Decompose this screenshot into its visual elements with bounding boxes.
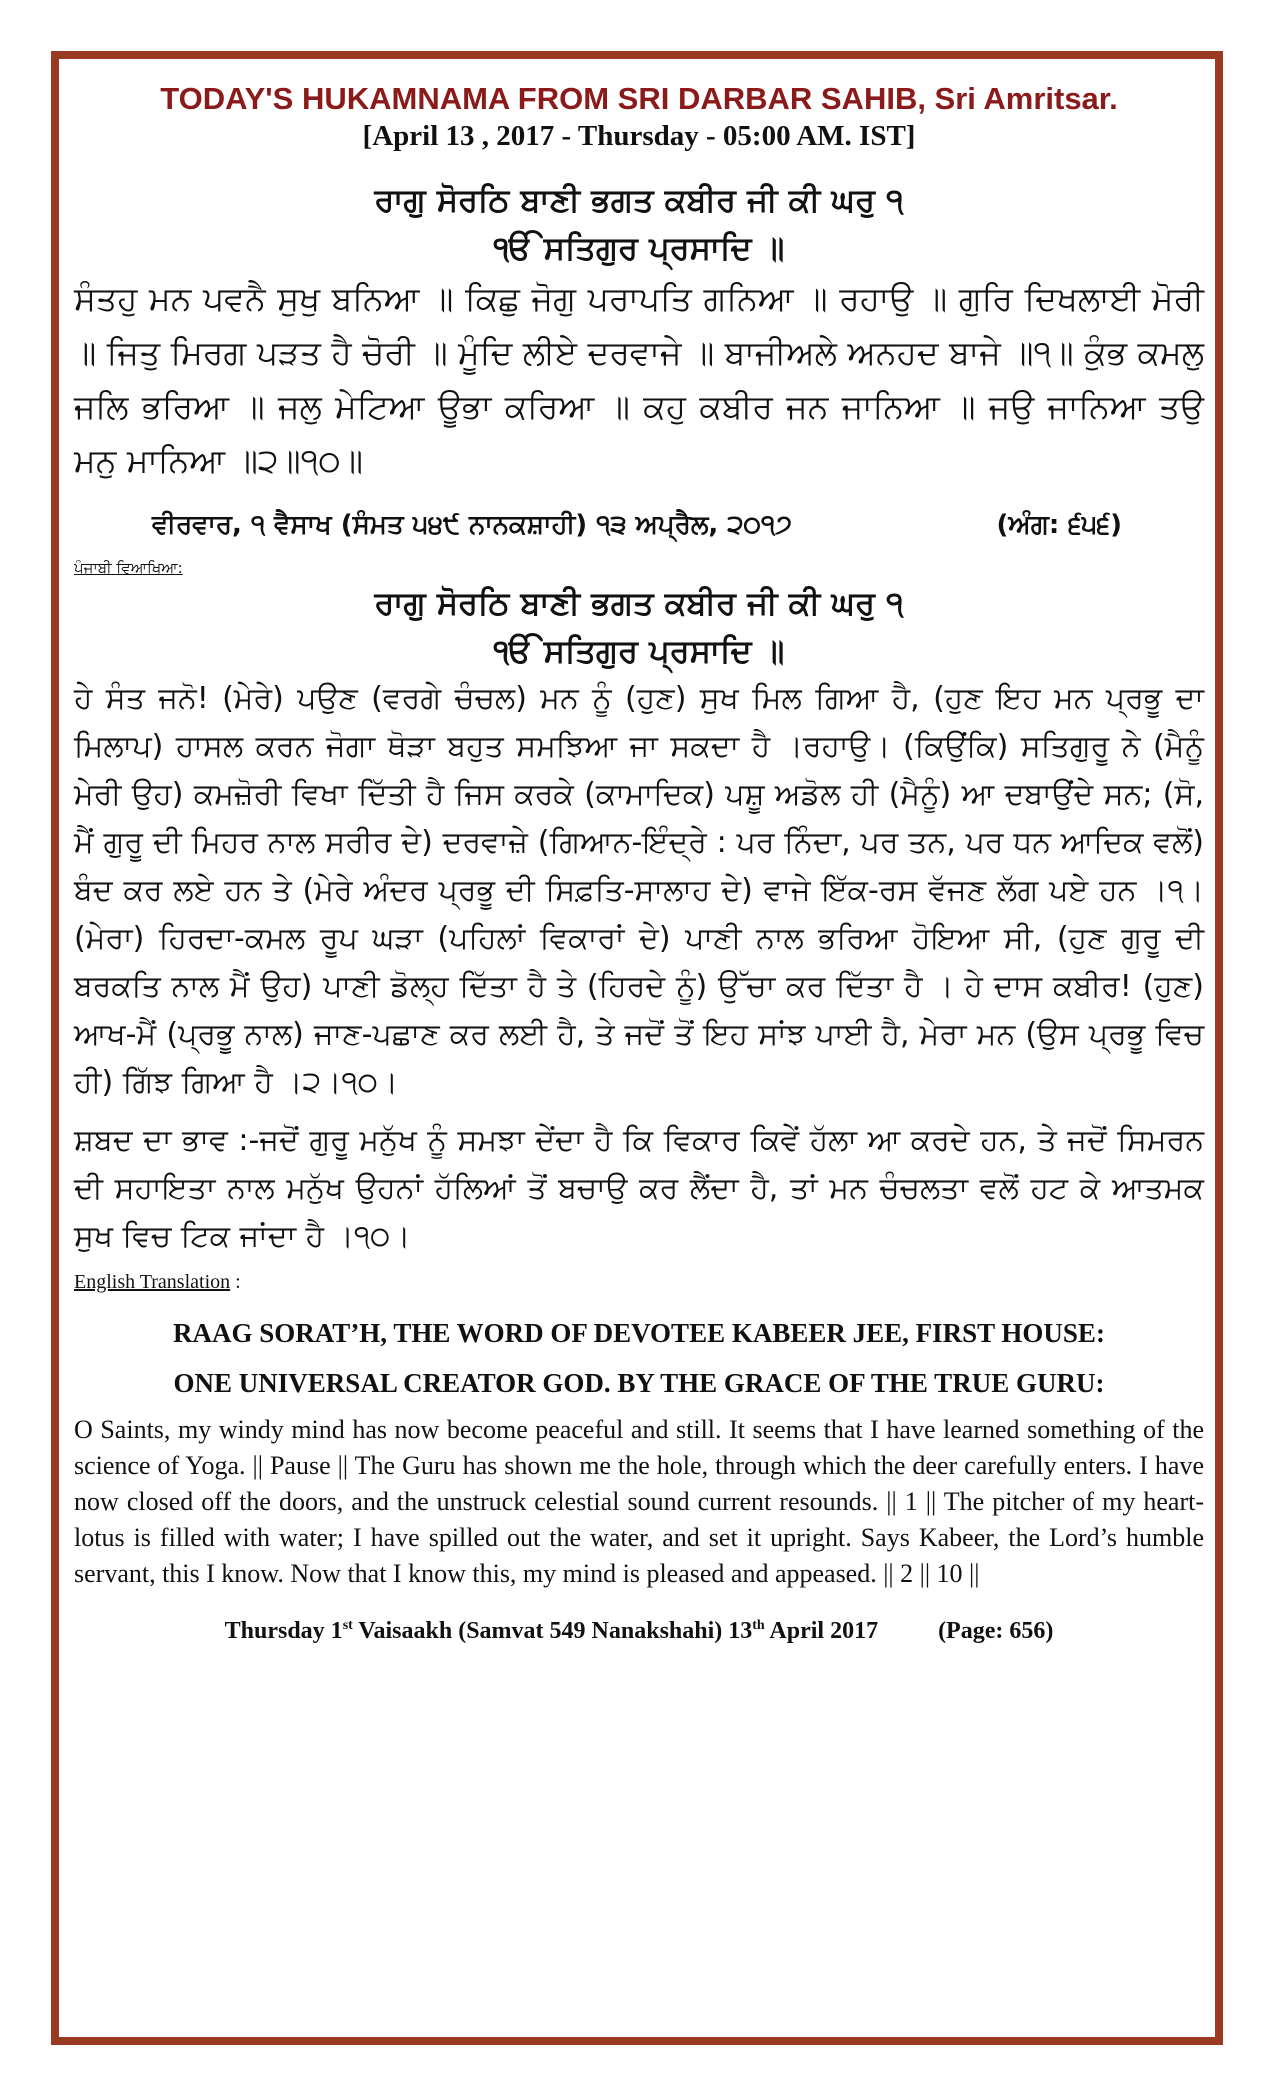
- mool-mantar-line: ੴ ਸਤਿਗੁਰ ਪ੍ਰਸਾਦਿ ॥: [493, 229, 785, 267]
- english-label-text: English Translation: [74, 1271, 231, 1293]
- english-translation-label: [74, 1271, 1204, 1294]
- explanation-mool-mantar-line: ੴ ਸਤਿਗੁਰ ਪ੍ਰਸਾਦਿ ॥: [493, 632, 785, 670]
- punjabi-date: ਵੀਰਵਾਰ, ੧ ਵੈਸਾਖ (ਸੰਮਤ ੫੪੯ ਨਾਨਕਸ਼ਾਹੀ) ੧੩ ਅਪ੍ਰੈਲ, ੨੦੧੭: [152, 510, 792, 540]
- shabad-bhaav: ਸ਼ਬਦ ਦਾ ਭਾਵ :-ਜਦੋਂ ਗੁਰੂ ਮਨੁੱਖ ਨੂੰ ਸਮਝਾ ਦੇਂਦਾ ਹੈ ਕਿ ਵਿਕਾਰ ਕਿਵੇਂ ਹੱਲਾ ਆ ਕਰਦੇ ਹਨ, ਤੇ ਜਦੋਂ ਸਿਮਰਨ ਦੀ ਸਹਾਇਤਾ ਨਾਲ ਮਨੁੱਖ ਉਹਨਾਂ ਹੱਲਿਆਂ ਤੋਂ ਬਚਾਉ ਕਰ ਲੈਂਦਾ ਹੈ, ਤਾਂ ਮਨ ਚੰਚਲਤਾ ਵਲੋਂ ਹਟ ਕੇ ਆਤਮਕ ਸੁਖ ਵਿਚ ਟਿਕ ਜਾਂਦਾ ਹੈ ।੧੦।: [74, 1123, 1204, 1254]
- footer-day-sup: st: [342, 1618, 353, 1633]
- date-line: [April 13 , 2017 - Thursday - 05:00 AM. IST]: [362, 120, 916, 152]
- footer-month-year: April 2017: [764, 1618, 879, 1644]
- english-translation-text: O Saints, my windy mind has now become peaceful and still. It seems that I have learned something of the science of Yoga. || Pause || The Guru has shown me the hole, through which the deer carefully enters. I have now closed off the doors, and the unstruck celestial sound current resounds. || 1 || The pitcher of my heart-lotus is filled with water; I have spilled out the water, and set it upright. Says Kabeer, the Lord’s humble servant, this I know. Now that I know this, my mind is pleased and appeased. || 2 || 10 ||: [74, 1415, 1204, 1588]
- raag-heading: ਰਾਗੁ ਸੋਰਠਿ ਬਾਣੀ ਭਗਤ ਕਬੀਰ ਜੀ ਕੀ ਘਰੁ ੧: [374, 181, 904, 219]
- punjabi-explanation: [74, 579, 1204, 1261]
- explanation-raag-heading: ਰਾਗੁ ਸੋਰਠਿ ਬਾਣੀ ਭਗਤ ਕਬੀਰ ਜੀ ਕੀ ਘਰੁ ੧: [374, 584, 904, 622]
- footer-month: Vaisaakh (Samvat 549 Nanakshahi) 13: [352, 1618, 753, 1644]
- footer-page: (Page: 656): [938, 1618, 1054, 1644]
- punjabi-date-row: [74, 510, 1204, 541]
- page-title: TODAY'S HUKAMNAMA FROM SRI DARBAR SAHIB, Sri Amritsar.: [160, 81, 1118, 116]
- footer-date-line: [74, 1618, 1204, 1645]
- ang-number: (ਅੰਗ: ੬੫੬): [996, 510, 1122, 540]
- footer-day: Thursday 1: [224, 1618, 343, 1644]
- gurbani-verse: ਸੰਤਹੁ ਮਨ ਪਵਨੈ ਸੁਖੁ ਬਨਿਆ ॥ ਕਿਛੁ ਜੋਗੁ ਪਰਾਪਤਿ ਗਨਿਆ ॥ ਰਹਾਉ ॥ ਗੁਰਿ ਦਿਖਲਾਈ ਮੋਰੀ ॥ ਜਿਤੁ ਮਿਰਗ ਪੜਤ ਹੈ ਚੋਰੀ ॥ ਮੂੰਦਿ ਲੀਏ ਦਰਵਾਜੇ ॥ ਬਾਜੀਅਲੇ ਅਨਹਦ ਬਾਜੇ ॥੧॥ ਕੁੰਭ ਕਮਲੁ ਜਲਿ ਭਰਿਆ ॥ ਜਲੁ ਮੇਟਿਆ ਊਭਾ ਕਰਿਆ ॥ ਕਹੁ ਕਬੀਰ ਜਨ ਜਾਨਿਆ ॥ ਜਉ ਜਾਨਿਆ ਤਉ ਮਨੁ ਮਾਨਿਆ ॥੨॥੧੦॥: [74, 279, 1204, 480]
- english-label-suffix: :: [230, 1271, 241, 1293]
- english-heading-2: ONE UNIVERSAL CREATOR GOD. BY THE GRACE OF THE TRUE GURU:: [173, 1368, 1105, 1398]
- hukamnama-gurbani: [74, 176, 1204, 488]
- english-heading-1: RAAG SORAT’H, THE WORD OF DEVOTEE KABEER JEE, FIRST HOUSE:: [173, 1318, 1105, 1348]
- punjabi-explanation-label: ਪੰਜਾਬੀ ਵਿਆਖਿਆ:: [74, 559, 183, 577]
- footer-date-sup: th: [752, 1618, 765, 1633]
- hukamnama-document: [74, 62, 1204, 1645]
- explanation-text: ਹੇ ਸੰਤ ਜਨੋ! (ਮੇਰੇ) ਪਉਣ (ਵਰਗੇ ਚੰਚਲ) ਮਨ ਨੂੰ (ਹੁਣ) ਸੁਖ ਮਿਲ ਗਿਆ ਹੈ, (ਹੁਣ ਇਹ ਮਨ ਪ੍ਰਭੂ ਦਾ ਮਿਲਾਪ) ਹਾਸਲ ਕਰਨ ਜੋਗਾ ਥੋੜਾ ਬਹੁਤ ਸਮਝਿਆ ਜਾ ਸਕਦਾ ਹੈ ।ਰਹਾਉ। (ਕਿਉਂਕਿ) ਸਤਿਗੁਰੂ ਨੇ (ਮੈਨੂੰ ਮੇਰੀ ਉਹ) ਕਮਜ਼ੋਰੀ ਵਿਖਾ ਦਿੱਤੀ ਹੈ ਜਿਸ ਕਰਕੇ (ਕਾਮਾਦਿਕ) ਪਸ਼ੂ ਅਡੋਲ ਹੀ (ਮੈਨੂੰ) ਆ ਦਬਾਉਂਦੇ ਸਨ; (ਸੋ, ਮੈਂ ਗੁਰੂ ਦੀ ਮਿਹਰ ਨਾਲ ਸਰੀਰ ਦੇ) ਦਰਵਾਜ਼ੇ (ਗਿਆਨ-ਇੰਦ੍ਰੇ : ਪਰ ਨਿੰਦਾ, ਪਰ ਤਨ, ਪਰ ਧਨ ਆਦਿਕ ਵਲੋਂ) ਬੰਦ ਕਰ ਲਏ ਹਨ ਤੇ (ਮੇਰੇ ਅੰਦਰ ਪ੍ਰਭੂ ਦੀ ਸਿਫ਼ਤਿ-ਸਾਲਾਹ ਦੇ) ਵਾਜੇ ਇੱਕ-ਰਸ ਵੱਜਣ ਲੱਗ ਪਏ ਹਨ ।੧। (ਮੇਰਾ) ਹਿਰਦਾ-ਕਮਲ ਰੂਪ ਘੜਾ (ਪਹਿਲਾਂ ਵਿਕਾਰਾਂ ਦੇ) ਪਾਣੀ ਨਾਲ ਭਰਿਆ ਹੋਇਆ ਸੀ, (ਹੁਣ ਗੁਰੂ ਦੀ ਬਰਕਤਿ ਨਾਲ ਮੈਂ ਉਹ) ਪਾਣੀ ਡੋਲ੍ਹ ਦਿੱਤਾ ਹੈ ਤੇ (ਹਿਰਦੇ ਨੂੰ) ਉੱਚਾ ਕਰ ਦਿੱਤਾ ਹੈ । ਹੇ ਦਾਸ ਕਬੀਰ! (ਹੁਣ) ਆਖ-ਮੈਂ (ਪ੍ਰਭੂ ਨਾਲ) ਜਾਣ-ਪਛਾਣ ਕਰ ਲਈ ਹੈ, ਤੇ ਜਦੋਂ ਤੋਂ ਇਹ ਸਾਂਝ ਪਾਈ ਹੈ, ਮੇਰਾ ਮਨ (ਉਸ ਪ੍ਰਭੂ ਵਿਚ ਹੀ) ਗਿੱਝ ਗਿਆ ਹੈ ।੨।੧੦।: [74, 681, 1204, 1100]
